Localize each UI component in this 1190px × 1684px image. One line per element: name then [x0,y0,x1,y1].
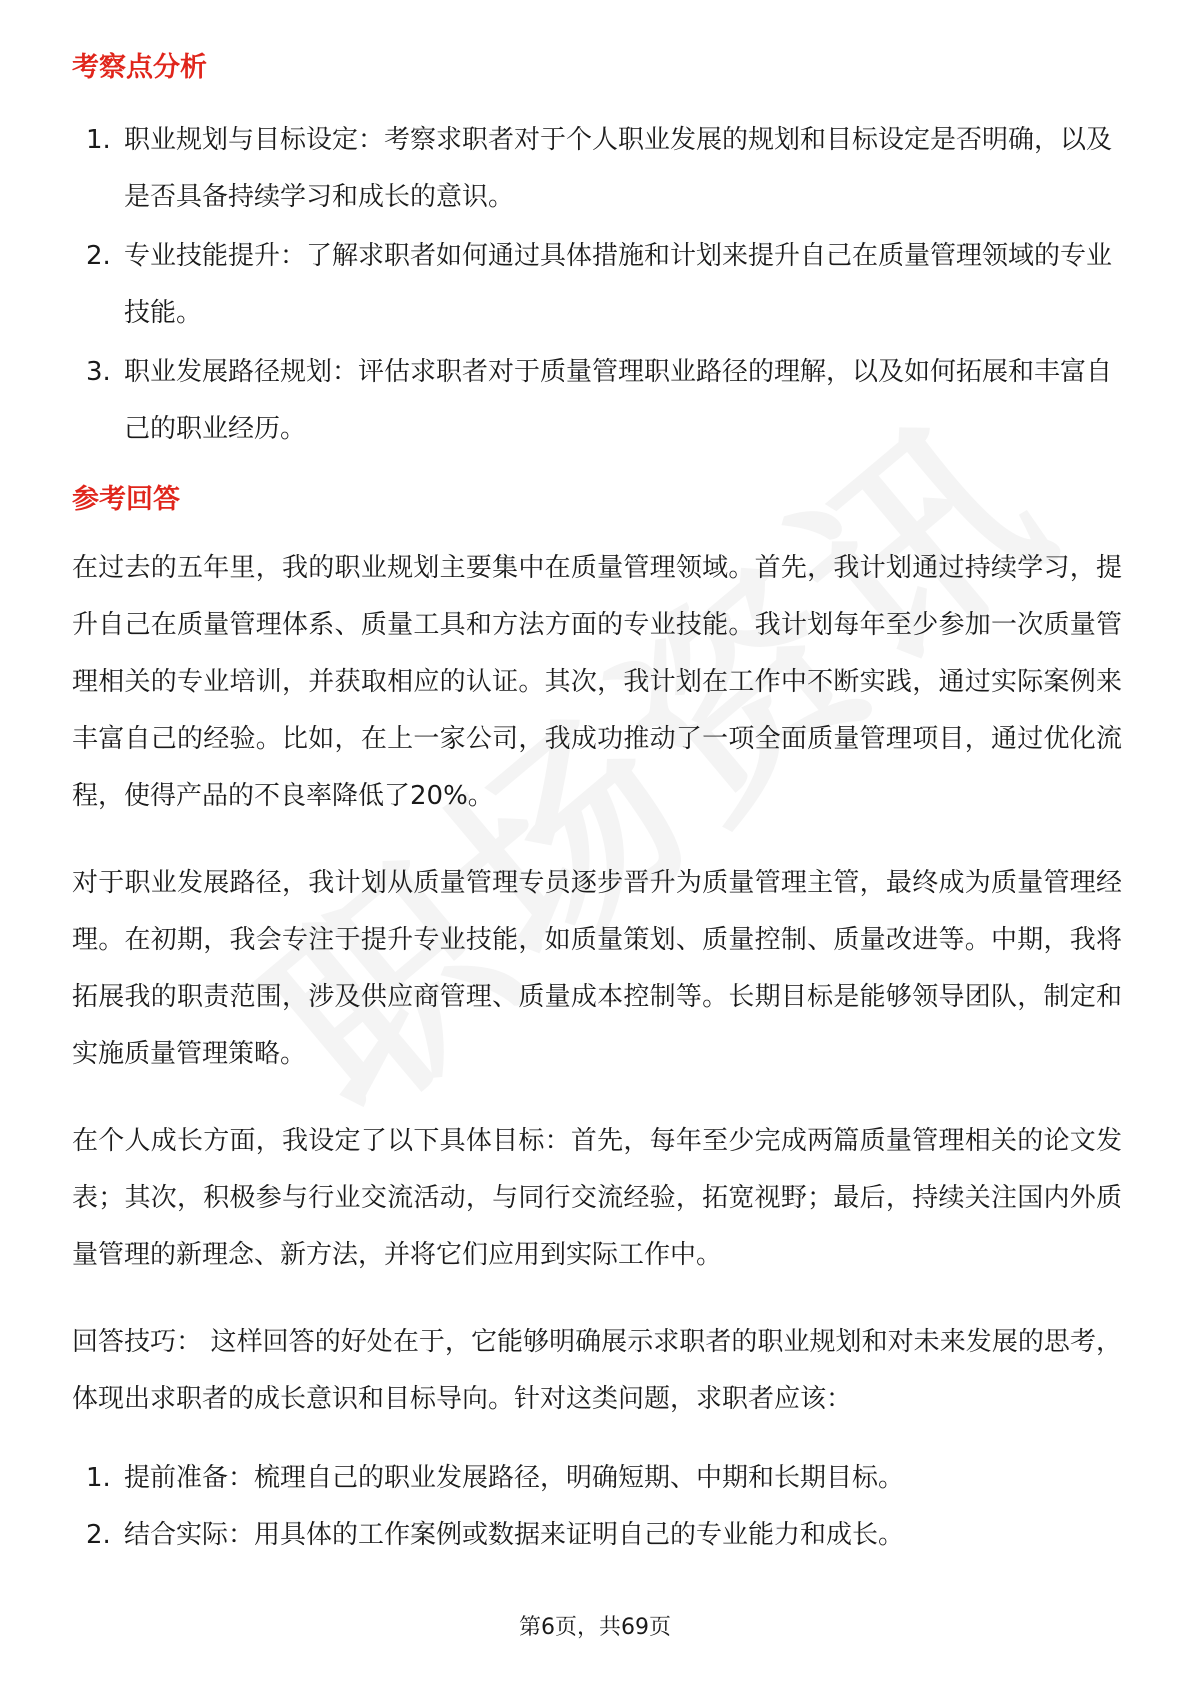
page-number: 第6页，共69页 [519,1615,671,1640]
list-text: 职业发展路径规划：评估求职者对于质量管理职业路径的理解，以及如何拓展和丰富自己的职业经历。 [124,357,1113,444]
tips-list [72,1450,1122,1564]
list-item [72,112,1122,226]
answer-paragraph: 对于职业发展路径，我计划从质量管理专员逐步晋升为质量管理主管，最终成为质量管理经理。在初期，我会专注于提升专业技能，如质量策划、质量控制、质量改进等。中期，我将拓展我的职责范围，涉及供应商管理、质量成本控制等。长期目标是能够领导团队，制定和实施质量管理策略。 [72,868,1122,1069]
answer-paragraph: 在过去的五年里，我的职业规划主要集中在质量管理领域。首先，我计划通过持续学习，提升自己在质量管理体系、质量工具和方法方面的专业技能。我计划每年至少参加一次质量管理相关的专业培训，并获取相应的认证。其次，我计划在工作中不断实践，通过实际案例来丰富自己的经验。比如，在上一家公司，我成功推动了一项全面质量管理项目，通过优化流程，使得产品的不良率降低了20%。 [72,553,1122,811]
list-number: 2. [86,241,111,271]
list-item [72,1450,1122,1507]
answer-tips-intro: 回答技巧： 这样回答的好处在于，它能够明确展示求职者的职业规划和对未来发展的思考，体现出求职者的成长意识和目标导向。针对这类问题，求职者应该： [72,1327,1122,1414]
section-title-analysis: 考察点分析 [72,52,207,83]
list-number: 2. [86,1520,111,1550]
section-title-answer: 参考回答 [72,484,180,515]
list-text: 专业技能提升：了解求职者如何通过具体措施和计划来提升自己在质量管理领域的专业技能。 [124,241,1113,328]
list-text: 提前准备：梳理自己的职业发展路径，明确短期、中期和长期目标。 [124,1463,905,1493]
list-text: 职业规划与目标设定：考察求职者对于个人职业发展的规划和目标设定是否明确，以及是否具备持续学习和成长的意识。 [124,125,1113,212]
answer-paragraph: 在个人成长方面，我设定了以下具体目标：首先，每年至少完成两篇质量管理相关的论文发表；其次，积极参与行业交流活动，与同行交流经验，拓宽视野；最后，持续关注国内外质量管理的新理念、新方法，并将它们应用到实际工作中。 [72,1126,1122,1270]
list-item [72,344,1122,458]
list-item [72,1507,1122,1564]
page-content [72,44,1122,1564]
list-text: 结合实际：用具体的工作案例或数据来证明自己的专业能力和成长。 [124,1520,905,1550]
list-number: 1. [86,125,111,155]
list-item [72,228,1122,342]
list-number: 3. [86,357,111,387]
analysis-list [72,112,1122,458]
list-number: 1. [86,1463,111,1493]
